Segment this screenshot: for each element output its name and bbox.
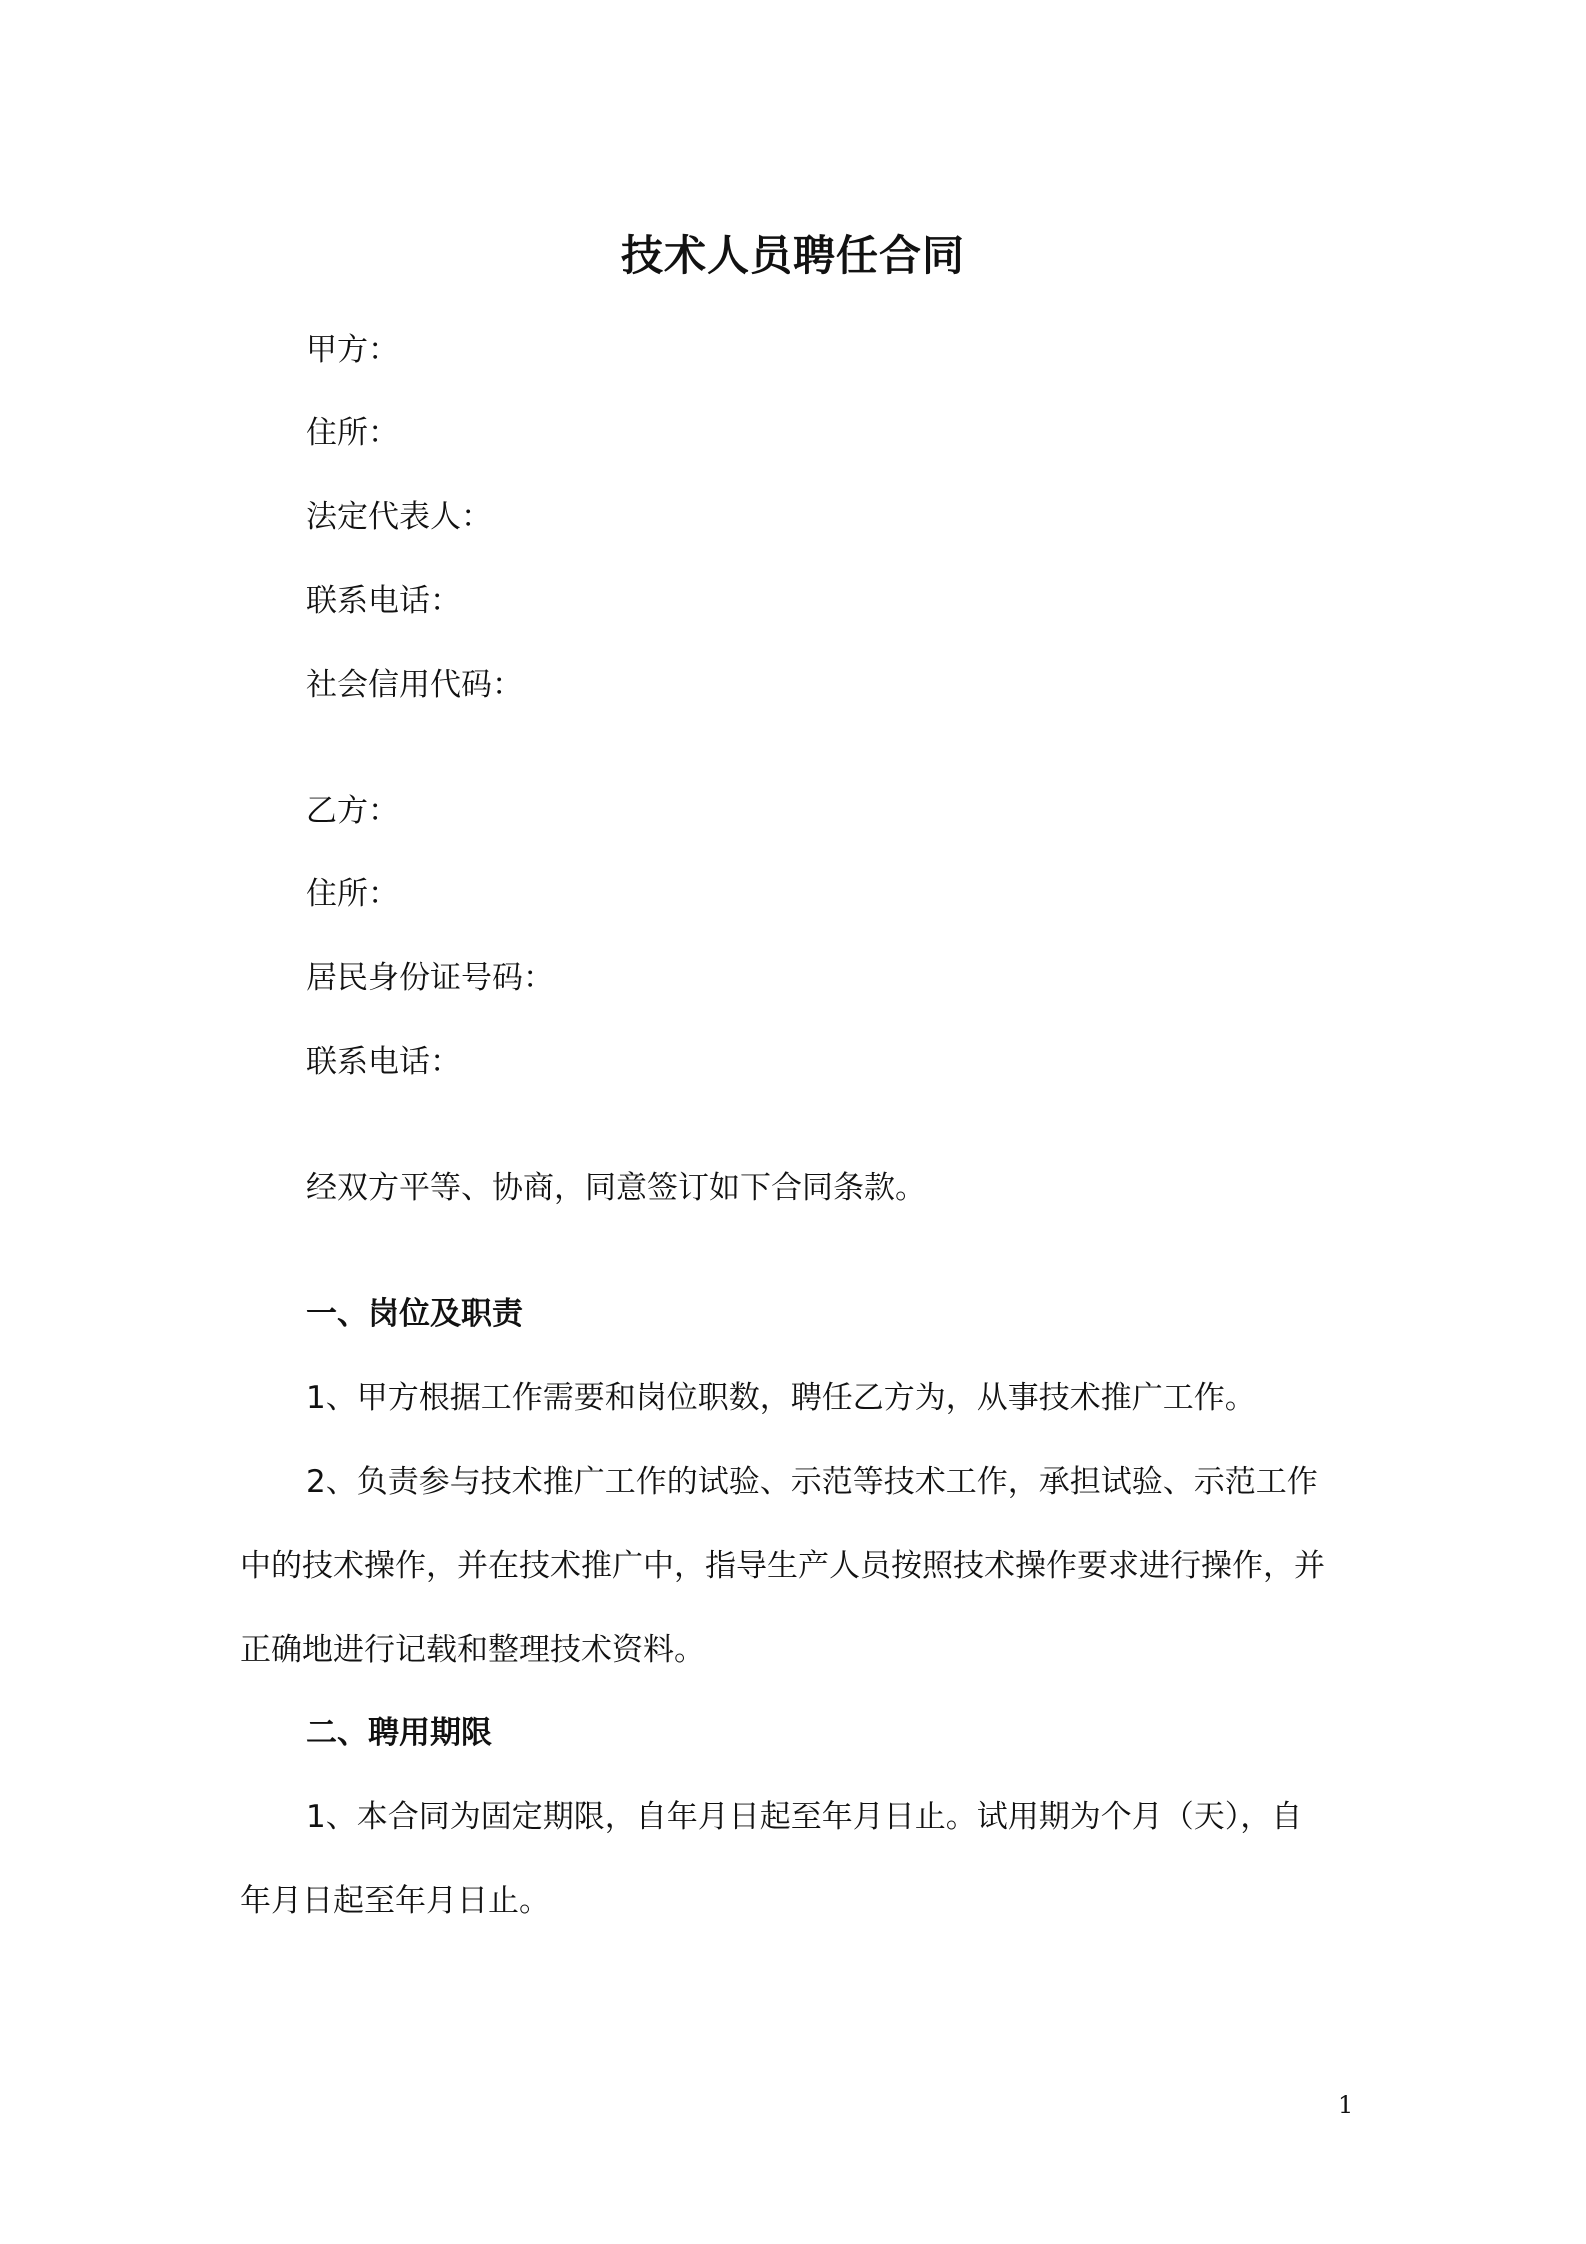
document-title: 技术人员聘任合同 <box>620 231 965 280</box>
party-a-phone-label: 联系电话： <box>306 583 461 619</box>
party-a-legal-rep-label: 法定代表人： <box>306 499 492 535</box>
section1-clause2-line2: 中的技术操作，并在技术推广中，指导生产人员按照技术操作要求进行操作，并 <box>240 1548 1325 1584</box>
section-heading-term: 二、聘用期限 <box>306 1715 492 1751</box>
party-b-address-label: 住所： <box>306 876 399 912</box>
section1-clause2-line1: 2、负责参与技术推广工作的试验、示范等技术工作，承担试验、示范工作 <box>306 1464 1318 1500</box>
section-heading-position: 一、岗位及职责 <box>306 1296 523 1332</box>
intro-paragraph: 经双方平等、协商，同意签订如下合同条款。 <box>306 1170 926 1206</box>
section1-clause2-line3: 正确地进行记载和整理技术资料。 <box>240 1632 705 1668</box>
party-a-address-label: 住所： <box>306 415 399 451</box>
section2-clause1-line2: 年月日起至年月日止。 <box>240 1883 550 1919</box>
party-b-phone-label: 联系电话： <box>306 1044 461 1080</box>
party-a-credit-code-label: 社会信用代码： <box>306 667 523 703</box>
section1-clause1: 1、甲方根据工作需要和岗位职数，聘任乙方为，从事技术推广工作。 <box>306 1380 1256 1416</box>
party-b-id-number-label: 居民身份证号码： <box>306 960 554 996</box>
page-number: 1 <box>1338 2091 1354 2119</box>
party-a-name-label: 甲方： <box>306 332 399 368</box>
party-b-name-label: 乙方： <box>306 793 399 829</box>
section2-clause1-line1: 1、本合同为固定期限，自年月日起至年月日止。试用期为个月（天），自 <box>306 1799 1303 1835</box>
